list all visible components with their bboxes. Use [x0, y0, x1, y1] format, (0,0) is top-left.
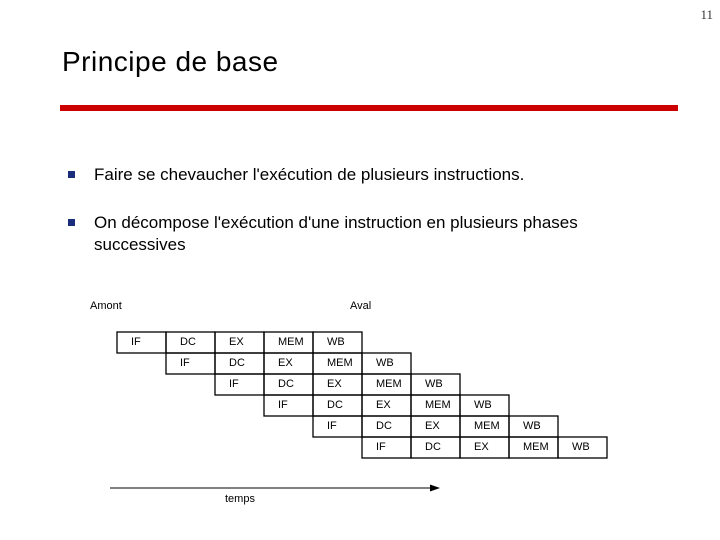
stage-label: IF: [376, 441, 386, 453]
stage-label: MEM: [376, 378, 402, 390]
stage-label: EX: [278, 357, 293, 369]
stage-label: MEM: [278, 336, 304, 348]
slide-title: Principe de base: [62, 46, 279, 77]
bullet-text: On décompose l'exécution d'une instruction en plusieurs phases successives: [94, 213, 578, 254]
stage-label: EX: [474, 441, 489, 453]
stage-label: EX: [376, 399, 391, 411]
stage-label: MEM: [523, 441, 549, 453]
downstream-label: Aval: [350, 300, 372, 312]
pipeline-stages: [117, 332, 607, 458]
pipeline-cell: [362, 437, 411, 458]
stage-label: DC: [327, 399, 343, 411]
pipeline-cell: [215, 374, 264, 395]
stage-label: WB: [474, 399, 492, 411]
bullet-text: Faire se chevaucher l'exécution de plusieurs instructions.: [94, 165, 525, 184]
stage-label: WB: [327, 336, 345, 348]
stage-label: EX: [425, 420, 440, 432]
stage-label: DC: [180, 336, 196, 348]
stage-label: WB: [572, 441, 590, 453]
stage-label: IF: [327, 420, 337, 432]
stage-label: WB: [523, 420, 541, 432]
stage-label: WB: [425, 378, 443, 390]
stage-label: IF: [229, 378, 239, 390]
arrow-right-icon: [430, 485, 440, 492]
stage-label: DC: [229, 357, 245, 369]
pipeline-cell: [264, 395, 313, 416]
stage-label: MEM: [425, 399, 451, 411]
stage-label: IF: [131, 336, 141, 348]
stage-label: DC: [376, 420, 392, 432]
pipeline-cell: [313, 416, 362, 437]
stage-label: MEM: [474, 420, 500, 432]
stage-label: WB: [376, 357, 394, 369]
stage-label: EX: [229, 336, 244, 348]
upstream-label: Amont: [90, 300, 122, 312]
stage-label: IF: [278, 399, 288, 411]
stage-label: MEM: [327, 357, 353, 369]
stage-label: DC: [425, 441, 441, 453]
stage-label: DC: [278, 378, 294, 390]
pipeline-cell: [166, 353, 215, 374]
pipeline-cell: [117, 332, 166, 353]
time-label: temps: [225, 493, 255, 505]
stage-label: IF: [180, 357, 190, 369]
stage-label: EX: [327, 378, 342, 390]
page-number: 11: [700, 7, 713, 22]
